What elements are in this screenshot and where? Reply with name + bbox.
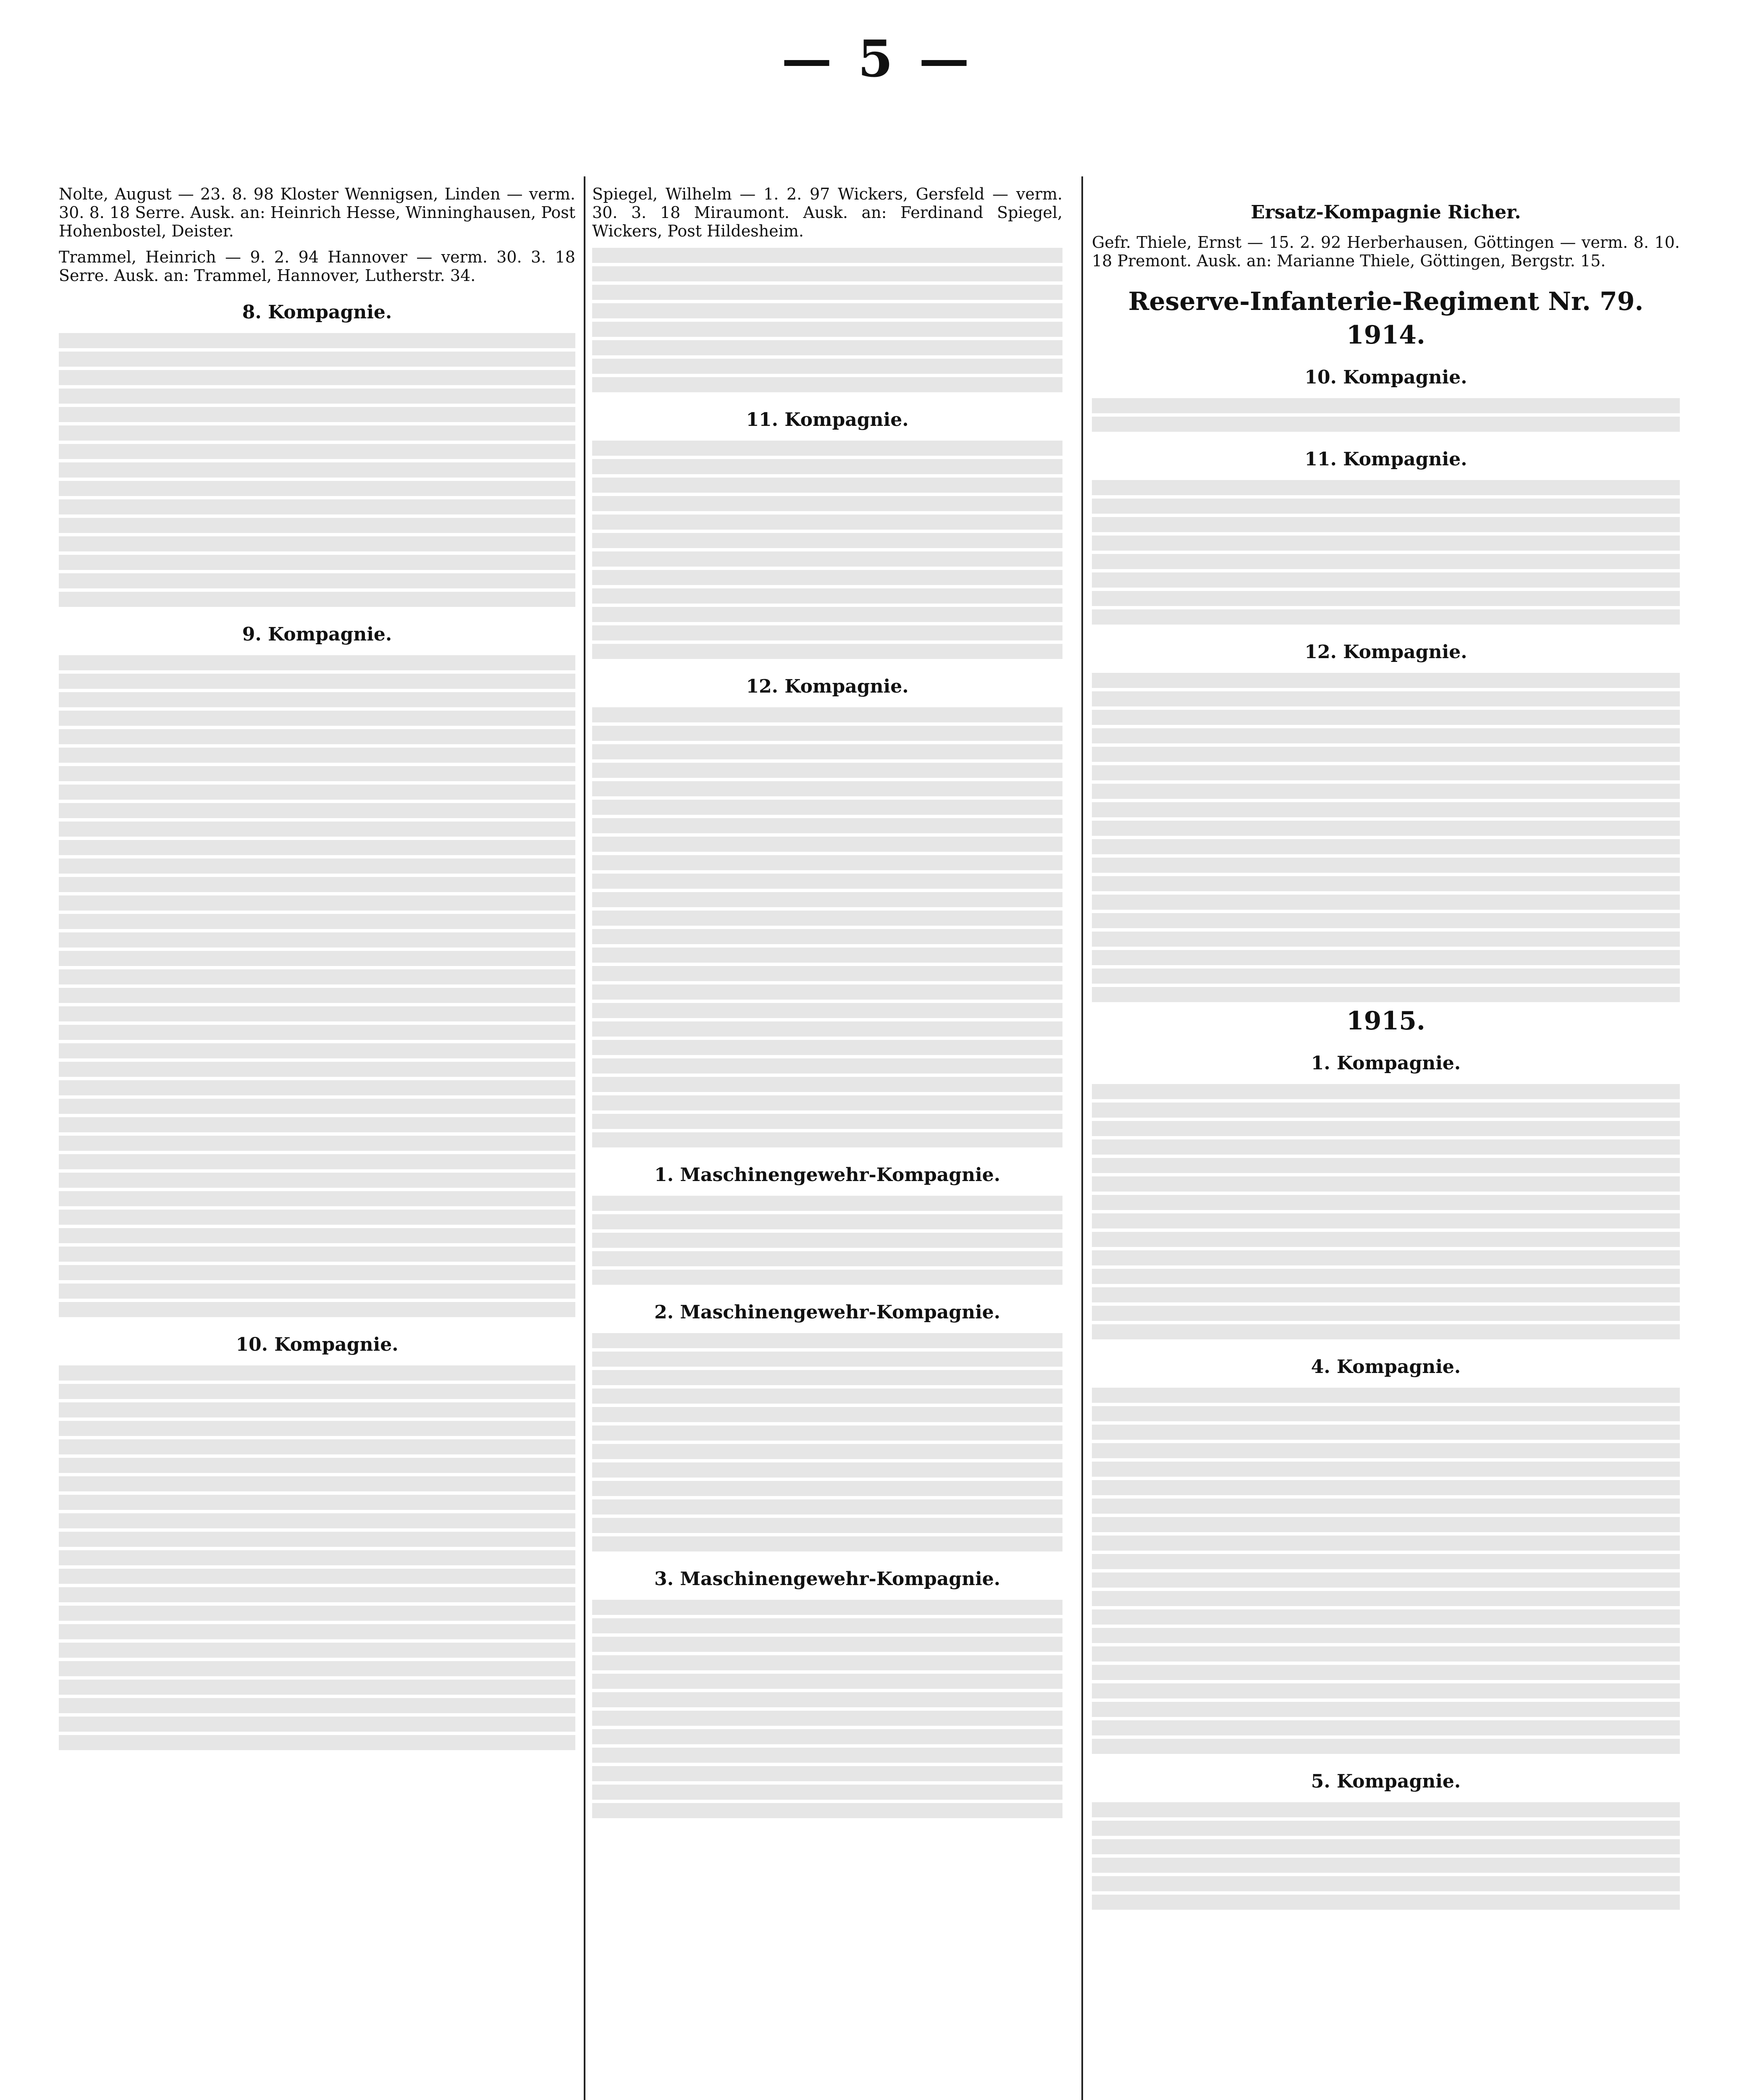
unread-text-block xyxy=(1092,1388,1680,1754)
section-heading: 8. Kompagnie. xyxy=(242,302,392,323)
unread-text-block xyxy=(592,1196,1062,1285)
unread-text-block xyxy=(59,333,575,607)
year-heading: 1915. xyxy=(1346,1006,1425,1036)
unread-text-block xyxy=(592,441,1062,659)
middle-column xyxy=(592,185,1062,2100)
regiment-title: Reserve-Infanterie-Regiment Nr. 79. xyxy=(1128,287,1644,316)
unread-text-block xyxy=(1092,1084,1680,1339)
year-heading: 1914. xyxy=(1346,320,1425,350)
unread-text-block xyxy=(592,1333,1062,1551)
unread-text-block xyxy=(592,707,1062,1147)
section-heading: 10. Kompagnie. xyxy=(236,1334,399,1355)
right-column xyxy=(1092,185,1680,2100)
section-heading: 9. Kompagnie. xyxy=(242,624,392,645)
section-heading: 3. Maschinengewehr-Kompagnie. xyxy=(654,1568,1000,1590)
section-heading: 2. Maschinengewehr-Kompagnie. xyxy=(654,1302,1000,1323)
list-entry: Trammel, Heinrich — 9. 2. 94 Hannover — verm. 30. 3. 18 Serre. Ausk. an: Trammel, Hannover, Lutherstr. 34. xyxy=(59,248,575,285)
page-number: — 5 — xyxy=(781,29,974,89)
section-heading: 10. Kompagnie. xyxy=(1304,367,1467,388)
list-entry: Nolte, August — 23. 8. 98 Kloster Wennigsen, Linden — verm. 30. 8. 18 Serre. Ausk. an: Heinrich Hesse, Winninghausen, Post Hohenbostel, Deister. xyxy=(59,185,575,240)
section-heading: 4. Kompagnie. xyxy=(1311,1356,1461,1378)
section-heading: 1. Kompagnie. xyxy=(1311,1053,1461,1074)
unread-text-block xyxy=(592,248,1062,392)
unread-text-block xyxy=(1092,398,1680,432)
column-divider xyxy=(1081,176,1083,2100)
unread-text-block xyxy=(59,1365,575,1750)
unread-text-block xyxy=(1092,480,1680,625)
unread-text-block xyxy=(592,1600,1062,1818)
section-heading: Ersatz-Kompagnie Richer. xyxy=(1251,202,1521,223)
left-column xyxy=(59,185,575,2100)
unread-text-block xyxy=(1092,1802,1680,1910)
column-divider xyxy=(584,176,585,2100)
section-heading: 12. Kompagnie. xyxy=(1304,641,1467,663)
list-entry: Gefr. Thiele, Ernst — 15. 2. 92 Herberhausen, Göttingen — verm. 8. 10. 18 Premont. Ausk. an: Marianne Thiele, Göttingen, Bergstr. 15. xyxy=(1092,233,1680,270)
list-entry: Spiegel, Wilhelm — 1. 2. 97 Wickers, Gersfeld — verm. 30. 3. 18 Miraumont. Ausk. an: Ferdinand Spiegel, Wickers, Post Hildesheim. xyxy=(592,185,1062,240)
section-heading: 5. Kompagnie. xyxy=(1311,1771,1461,1792)
section-heading: 1. Maschinengewehr-Kompagnie. xyxy=(654,1164,1000,1186)
unread-text-block xyxy=(1092,673,1680,1002)
section-heading: 11. Kompagnie. xyxy=(746,409,909,430)
unread-text-block xyxy=(59,655,575,1317)
section-heading: 12. Kompagnie. xyxy=(746,676,909,697)
section-heading: 11. Kompagnie. xyxy=(1304,449,1467,470)
